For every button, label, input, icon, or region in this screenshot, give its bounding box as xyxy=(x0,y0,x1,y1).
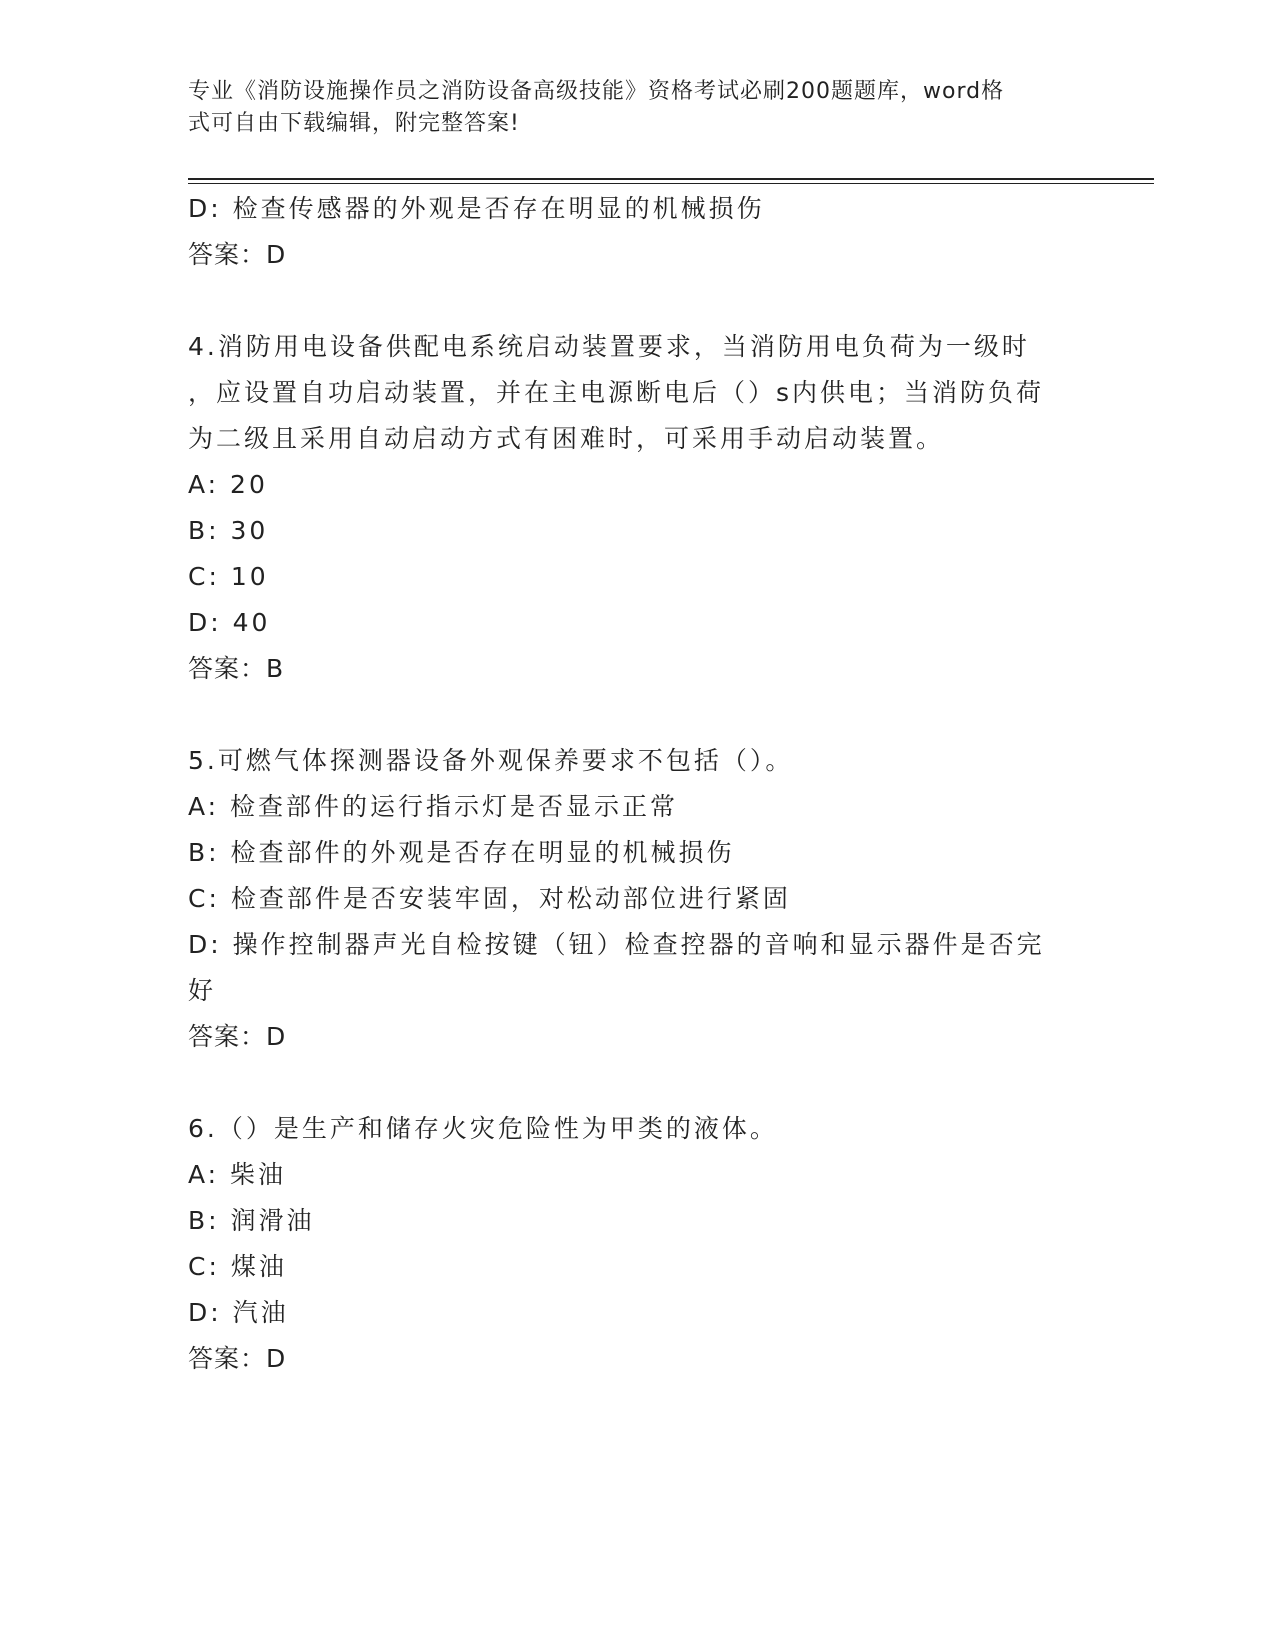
option-d: D: 检查传感器的外观是否存在明显的机械损伤 xyxy=(188,194,765,223)
page-header xyxy=(188,76,1068,140)
question-stem-line: 4.消防用电设备供配电系统启动装置要求，当消防用电负荷为一级时 xyxy=(188,332,1030,361)
question-stem-line: 为二级且采用自动启动方式有困难时，可采用手动启动装置。 xyxy=(188,424,945,453)
question-list xyxy=(188,186,1088,1382)
answer: 答案：B xyxy=(188,654,285,683)
option-a: A: 检查部件的运行指示灯是否显示正常 xyxy=(188,792,679,821)
spacer xyxy=(188,692,1088,738)
header-rule-thin xyxy=(188,183,1154,184)
option-c: C: 煤油 xyxy=(188,1252,287,1281)
option-d-continued: 好 xyxy=(188,976,217,1005)
answer: 答案：D xyxy=(188,1022,287,1051)
option-c: C: 10 xyxy=(188,562,269,591)
answer: 答案：D xyxy=(188,240,287,269)
option-d: D: 操作控制器声光自检按键（钮）检查控器的音响和显示器件是否完 xyxy=(188,930,1045,959)
option-d: D: 40 xyxy=(188,608,271,637)
option-a: A: 20 xyxy=(188,470,268,499)
spacer xyxy=(188,278,1088,324)
question-stem-line: ，应设置自功启动装置，并在主电源断电后（）s内供电；当消防负荷 xyxy=(188,378,1045,407)
option-a: A: 柴油 xyxy=(188,1160,287,1189)
header-line-1: 专业《消防设施操作员之消防设备高级技能》资格考试必刷200题题库，word格 xyxy=(188,79,1005,104)
option-c: C: 检查部件是否安装牢固，对松动部位进行紧固 xyxy=(188,884,791,913)
question-stem: 5.可燃气体探测器设备外观保养要求不包括（）。 xyxy=(188,746,794,775)
question-5 xyxy=(188,738,1088,1060)
option-b: B: 30 xyxy=(188,516,269,545)
question-3-tail xyxy=(188,186,1088,278)
option-b: B: 检查部件的外观是否存在明显的机械损伤 xyxy=(188,838,735,867)
answer: 答案：D xyxy=(188,1344,287,1373)
question-4 xyxy=(188,324,1088,692)
option-b: B: 润滑油 xyxy=(188,1206,315,1235)
option-d: D: 汽油 xyxy=(188,1298,289,1327)
header-rule-thick xyxy=(188,178,1154,180)
question-6 xyxy=(188,1106,1088,1382)
question-stem: 6.（）是生产和储存火灾危险性为甲类的液体。 xyxy=(188,1114,778,1143)
header-line-2: 式可自由下载编辑，附完整答案! xyxy=(188,111,520,136)
spacer xyxy=(188,1060,1088,1106)
